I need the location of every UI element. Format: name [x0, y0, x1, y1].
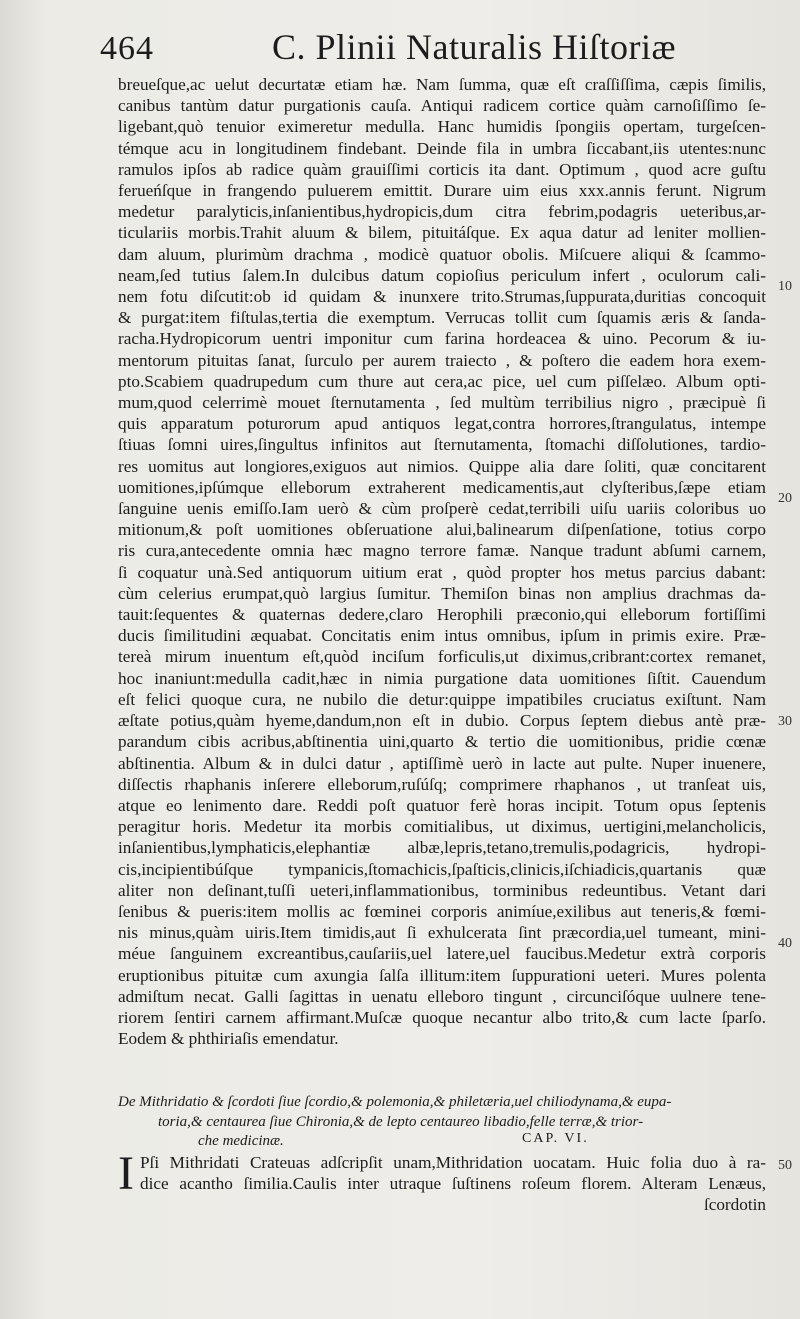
text-line: ramulos ipſos ab radice quàm grauiſſimi corticis ita dant. Optimum , quod acre guſtu — [118, 159, 766, 179]
text-line: dice acantho ſimilia.Caulis inter utraque ſuſtinens roſeum florem. Alteram Lenæus, — [139, 1174, 766, 1193]
drop-capital: I — [118, 1147, 134, 1200]
catchword: ſcordotin — [703, 1195, 766, 1214]
text-line: eſt felici quoque cura, ne nubilo die detur:quippe impatibiles cruciatus exiſtunt. Nam — [118, 689, 766, 709]
margin-line-number: 30 — [778, 714, 792, 729]
text-line: abſtinentia. Album & in dulci datur , aptiſſimè uerò in lacte aut pulte. Nuper inuenere, — [118, 753, 766, 773]
text-line: racha.Hydropicorum uentri imponitur cum farina hordeacea & uino. Pecorum & iu- — [118, 329, 766, 349]
margin-line-number: 20 — [778, 491, 792, 506]
text-line: res uomitus aut longiores,exiguos aut nimios. Quippe alia dare ſoliti, quæ concitarent — [118, 456, 766, 476]
text-line: parandum cibis acribus,abſtinentia uini,quarto & tertio die uomitionibus, pridie cœnæ — [118, 732, 766, 752]
text-line: nis minus,quàm uiris.Item timidis,aut ſi exhulcerata ſint præcordia,uel tumeant, mini- — [118, 923, 766, 943]
text-line: æſtate potius,quàm hyeme,dandum,non eſt in dubio. Corpus ſeptem diebus antè præ- — [118, 711, 766, 731]
text-line: pto.Scabiem quadrupedum cum thure aut cera,ac pice, uel cum piſſelæo. Album opti- — [118, 371, 766, 391]
text-line: tauit:ſequentes & quaternas dedere,claro Herophili præconio,qui elleborum fortiſſimi — [118, 605, 766, 625]
chapter-summary — [118, 1093, 766, 1152]
main-text-block — [118, 74, 766, 1049]
margin-line-number: 10 — [778, 279, 792, 294]
margin-line-number: 50 — [778, 1158, 792, 1173]
text-line: ferueńſque in frangendo puluerem emittit. Durare uim eius xxx.annis ferunt. Nigrum — [118, 181, 766, 201]
page-header — [100, 22, 760, 76]
text-line: ris cura,antecedente omnia hæc magno terrore famæ. Nanque tradunt abſumi carnem, — [118, 541, 766, 561]
text-line: hoc inaniunt:medulla cadit,hæc in nimia purgatione data uomitiones ſiſtit. Cauendum — [118, 668, 766, 688]
text-line: peragitur horis. Medetur ita morbis comitialibus, ut diximus, uertigini,melancholicis, — [118, 817, 766, 837]
text-line: dam aluum, plurimùm drachma , modicè quatuor obolis. Miſcuere aliqui & ſcammo- — [118, 244, 766, 264]
text-line: ſanguine uenis emiſſo.Iam uerò & cùm proſperè cedat,terribili uiſu uariis coloribus uo — [118, 499, 766, 519]
text-line: mum,quod celerrimè mouet ſternutamenta , ſed multùm terribilius nigro , præcipuè ſi — [118, 393, 766, 413]
running-title: C. Plinii Naturalis Hiſtoriæ — [272, 27, 677, 67]
page-number: 464 — [100, 30, 154, 67]
text-line: mentorum pituitas ſanat, ſurculo per aurem traiecto , & poſtero die eadem hora exem- — [118, 350, 766, 370]
text-line: riorem ſentiri carnem affirmant.Muſcæ quoque necantur albo trito,& cum lacte ſparſo. — [118, 1007, 766, 1027]
margin-line-number: 40 — [778, 936, 792, 951]
text-line: neam,ſed tutius ſalem.In dulcibus datum copioſius periculum infert , oculorum cali- — [118, 265, 766, 285]
text-line: tereà mirum inuentum eſt,quòd inciſum forficulis,ut diximus,cribrant:cortex remanet, — [118, 647, 766, 667]
text-line: aliter non deſinant,tuſſi ueteri,inflammationibus, torminibus redeuntibus. Vetant dari — [118, 880, 766, 900]
text-line: canibus tantùm datur purgationis cauſa. Antiqui radicem cortice quàm carnoſiſſimo ſe- — [118, 96, 766, 116]
text-line: ſtiuas ſomni uires,ſingultus infinitos aut ſternutamenta, ſtomachi diſſolutiones, tardio- — [118, 435, 766, 455]
text-line: ticulariis morbis.Trahit aluum & bilem, pituitáſque. Ex aqua datur ad leniter mollien- — [118, 223, 766, 243]
text-line: témque acu in longitudinem findebant. Deinde fila in umbra ſiccabant,iis utentes:nunc — [118, 138, 766, 158]
summary-line: De Mithridatio & ſcordoti ſiue ſcordio,& polemonia,& philetæria,uel chiliodynama,& eupa- — [118, 1094, 672, 1110]
text-line: ſi coquatur unà.Sed antiquorum uitium erat , quòd propter hos metus parcius dabant: — [118, 562, 766, 582]
summary-line: toria,& centaurea ſiue Chironia,& de lepto centaureo libadio,felle terræ,& trior- — [158, 1113, 644, 1130]
text-line: cùm celerius erumpat,quò largius ſumitur. Themiſon binas non amplius drachmas da- — [118, 583, 766, 603]
text-line: mitionum,& poſt uomitiones obſeruatione alui,balinearum diſpenſatione, totius corpo — [118, 520, 766, 540]
text-line: quis apparatum poturorum apud antiquos legat,contra horrores,ſtrangulatus, intempe — [118, 414, 766, 434]
text-line: nem fotu diſcutit:ob id quidam & inunxere trito.Strumas,ſuppurata,duritias concoquit — [118, 287, 766, 307]
text-line: cis,incipientibúſque tympanicis,ſtomachicis,ſpaſticis,clinicis,iſchiadicis,quartanis quæ — [118, 859, 766, 879]
text-line: atque eo lenimento dare. Reddi poſt quatuor ferè horas incipit. Totum opus ſeptenis — [118, 795, 766, 815]
chapter-text — [118, 1147, 766, 1215]
text-line: Pſi Mithridati Crateuas adſcripſit unam,Mithridation uocatam. Huic folia duo à ra- — [139, 1153, 766, 1172]
text-line: admiſtum necat. Galli ſagittas in uenatu elleboro tingunt , circunciſóque uulnere tene- — [118, 986, 766, 1006]
text-line: Eodem & phthiriaſis emendatur. — [118, 1029, 339, 1049]
text-line: ducis ſimilitudini æquabat. Concitatis enim intus omnibus, ipſum in primis exire. Præ- — [118, 626, 766, 646]
text-line: ligebant,quò tenuior eximeretur medulla. Hanc humidis ſpongiis opertam, turgeſcen- — [118, 117, 766, 137]
text-line: & purgat:item fiſtulas,tertia die exemptum. Verrucas tollit cum ſquamis æris & ſanda- — [118, 308, 766, 328]
text-line: ſenibus & pueris:item mollis ac fœminei corporis animíue,exilibus aut teneris,& fœmi- — [118, 901, 766, 921]
text-line: uomitiones,ipſúmque elleborum extraherent medicamentis,aut clyſteribus,ſæpe etiam — [118, 477, 766, 497]
text-line: inſanientibus,lymphaticis,elephantiæ albæ,lepris,tetano,tremulis,podagricis, hydropi- — [118, 838, 766, 858]
text-line: breueſque,ac uelut decurtatæ etiam hæ. Nam ſumma, quæ eſt craſſiſſima, cæpis ſimilis, — [118, 75, 766, 94]
text-line: eruptionibus pituitæ cum axungia ſalſa illitum:item ſuppurationi ueteri. Mures polenta — [118, 965, 766, 985]
text-line: méue ſanguinem excreantibus,cauſariis,uel latere,uel faucibus.Medetur extrà corporis — [118, 944, 766, 964]
chapter-label: CAP. VI. — [522, 1131, 589, 1146]
text-line: diſſectis rhaphanis inſerere elleborum,ruſúſq; comprimere rhaphanos , ut tranſeat uis, — [118, 774, 766, 794]
summary-line: che medicinæ. — [198, 1133, 284, 1149]
text-line: medetur paralyticis,inſanientibus,hydropicis,dum citra febrim,podagris ueteribus,ar- — [118, 202, 766, 222]
